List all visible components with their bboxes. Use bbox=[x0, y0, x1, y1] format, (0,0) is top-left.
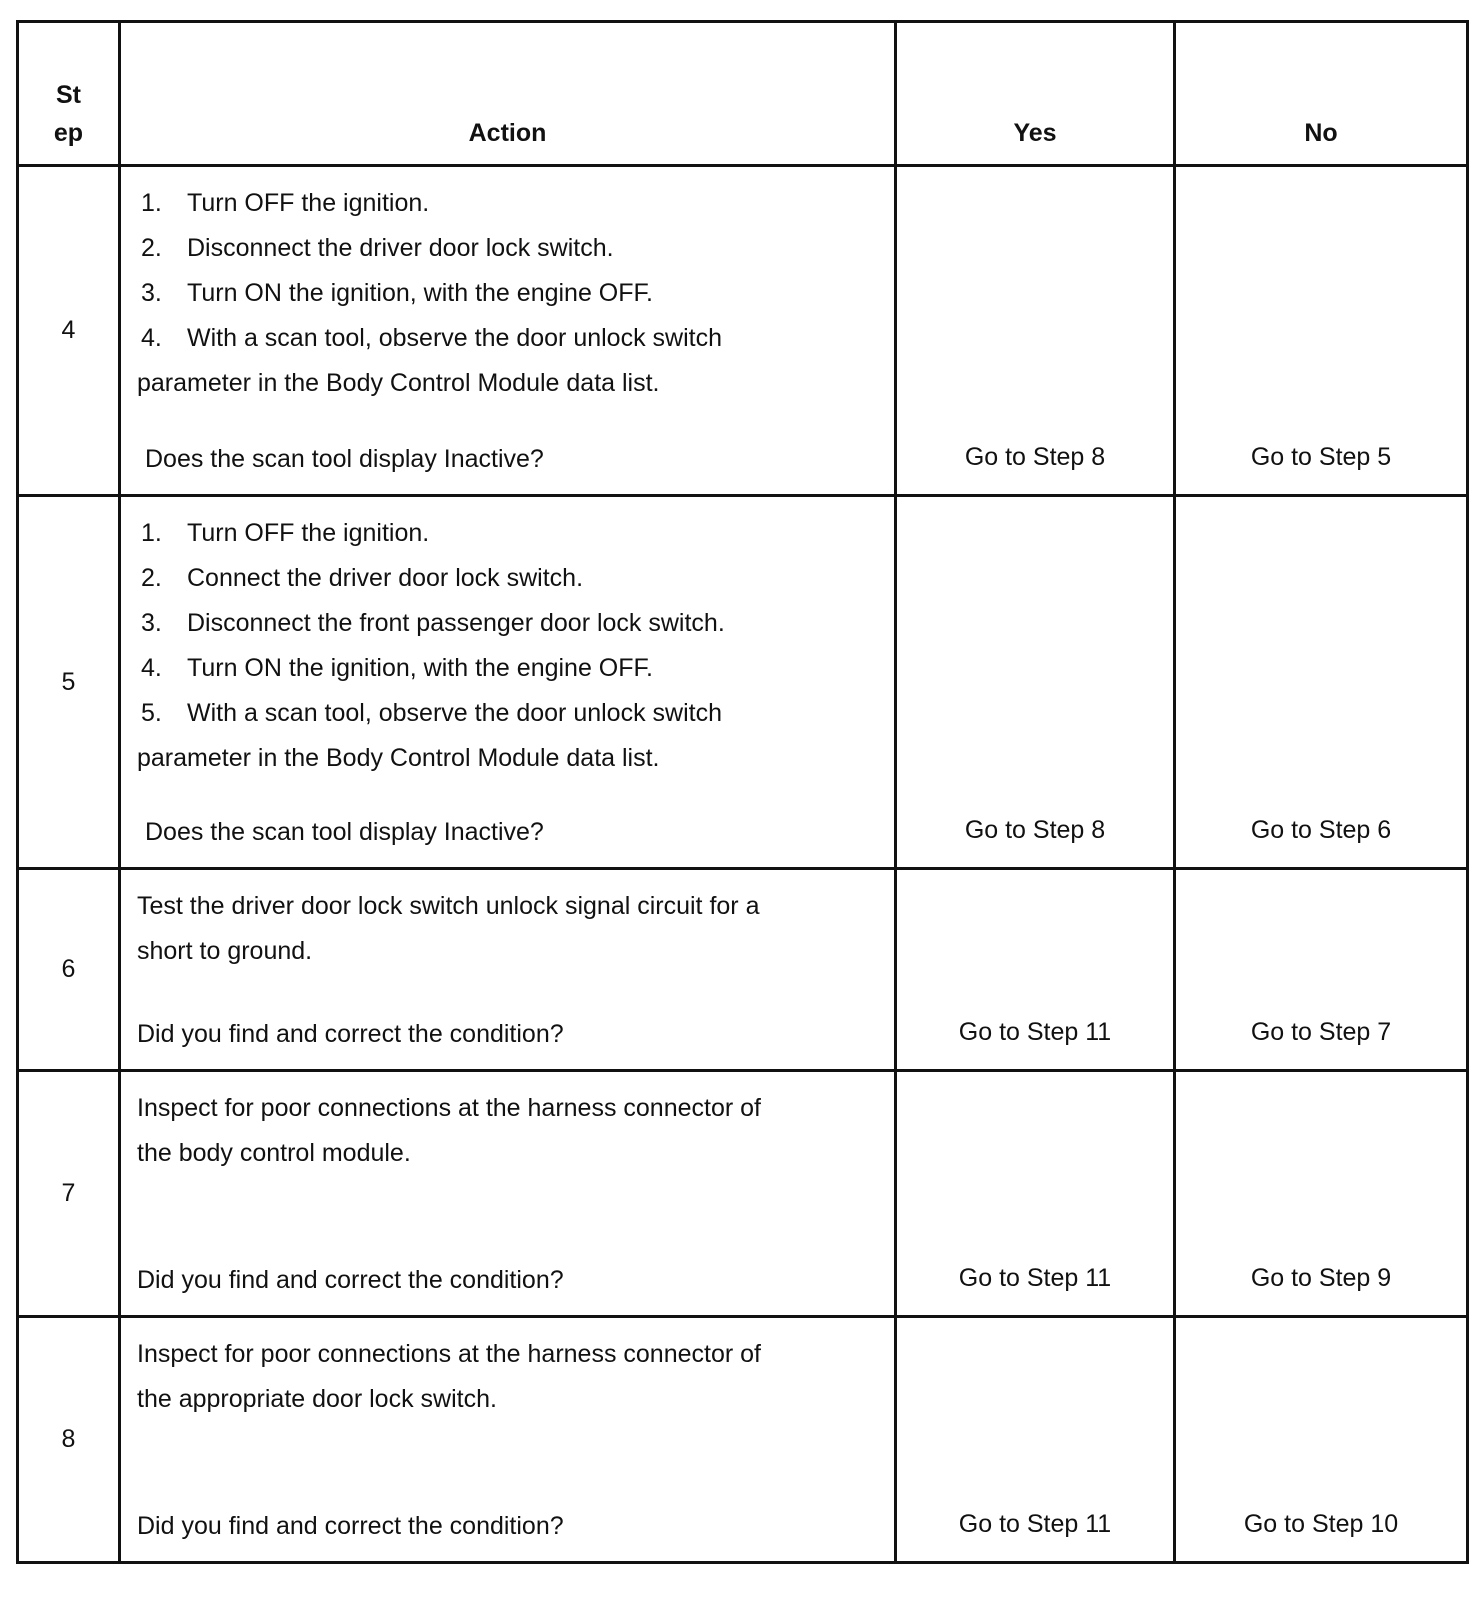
table-row bbox=[18, 869, 1468, 1071]
question-text: Did you find and correct the condition? bbox=[137, 1266, 564, 1294]
action-cell bbox=[120, 869, 896, 1071]
no-cell: Go to Step 5 bbox=[1175, 166, 1468, 496]
question-text: Did you find and correct the condition? bbox=[137, 1512, 564, 1540]
action-text-line: Inspect for poor connections at the harness connector of bbox=[137, 1340, 761, 1368]
list-item: 3. Disconnect the front passenger door lock switch. bbox=[141, 609, 725, 637]
action-list bbox=[137, 511, 882, 781]
list-item: 5. With a scan tool, observe the door unlock switch bbox=[141, 699, 722, 727]
list-item: 1. Turn OFF the ignition. bbox=[141, 519, 430, 547]
yes-cell: Go to Step 11 bbox=[896, 869, 1175, 1071]
no-cell: Go to Step 6 bbox=[1175, 496, 1468, 869]
step-number: 7 bbox=[18, 1071, 120, 1317]
header-no: No bbox=[1175, 22, 1468, 166]
table-row bbox=[18, 166, 1468, 496]
step-number: 5 bbox=[18, 496, 120, 869]
question-text: Does the scan tool display Inactive? bbox=[145, 445, 544, 473]
action-text-line: Inspect for poor connections at the harness connector of bbox=[137, 1094, 761, 1122]
yes-cell: Go to Step 8 bbox=[896, 166, 1175, 496]
step-number: 8 bbox=[18, 1317, 120, 1563]
list-item: 4. Turn ON the ignition, with the engine OFF. bbox=[141, 654, 653, 682]
action-list bbox=[137, 181, 882, 406]
header-step-line2: ep bbox=[53, 119, 84, 147]
list-continuation: parameter in the Body Control Module data list. bbox=[137, 744, 660, 772]
action-cell bbox=[120, 1317, 896, 1563]
action-text-line: short to ground. bbox=[137, 937, 313, 965]
list-item: 4. With a scan tool, observe the door unlock switch bbox=[141, 324, 722, 352]
step-number: 4 bbox=[18, 166, 120, 496]
action-text-line: Test the driver door lock switch unlock signal circuit for a bbox=[137, 892, 760, 920]
list-item: 2. Disconnect the driver door lock switch. bbox=[141, 234, 614, 262]
action-cell bbox=[120, 166, 896, 496]
question-text: Does the scan tool display Inactive? bbox=[145, 818, 544, 846]
yes-cell: Go to Step 8 bbox=[896, 496, 1175, 869]
step-number: 6 bbox=[18, 869, 120, 1071]
action-text-line: the body control module. bbox=[137, 1139, 411, 1167]
table-row bbox=[18, 1317, 1468, 1563]
list-item: 3. Turn ON the ignition, with the engine OFF. bbox=[141, 279, 653, 307]
list-continuation: parameter in the Body Control Module data list. bbox=[137, 369, 660, 397]
yes-cell: Go to Step 11 bbox=[896, 1071, 1175, 1317]
no-cell: Go to Step 7 bbox=[1175, 869, 1468, 1071]
no-cell: Go to Step 9 bbox=[1175, 1071, 1468, 1317]
action-cell bbox=[120, 1071, 896, 1317]
question-text: Did you find and correct the condition? bbox=[137, 1020, 564, 1048]
table-row bbox=[18, 1071, 1468, 1317]
no-cell: Go to Step 10 bbox=[1175, 1317, 1468, 1563]
table-row bbox=[18, 496, 1468, 869]
yes-cell: Go to Step 11 bbox=[896, 1317, 1175, 1563]
list-item: 2. Connect the driver door lock switch. bbox=[141, 564, 584, 592]
action-text-line: the appropriate door lock switch. bbox=[137, 1385, 497, 1413]
header-step-line1: St bbox=[56, 81, 81, 109]
list-item: 1. Turn OFF the ignition. bbox=[141, 189, 430, 217]
header-step bbox=[18, 22, 120, 166]
diagnostic-steps-table bbox=[16, 20, 1469, 1564]
header-row bbox=[18, 22, 1468, 166]
header-yes: Yes bbox=[896, 22, 1175, 166]
action-cell bbox=[120, 496, 896, 869]
header-action: Action bbox=[120, 22, 896, 166]
